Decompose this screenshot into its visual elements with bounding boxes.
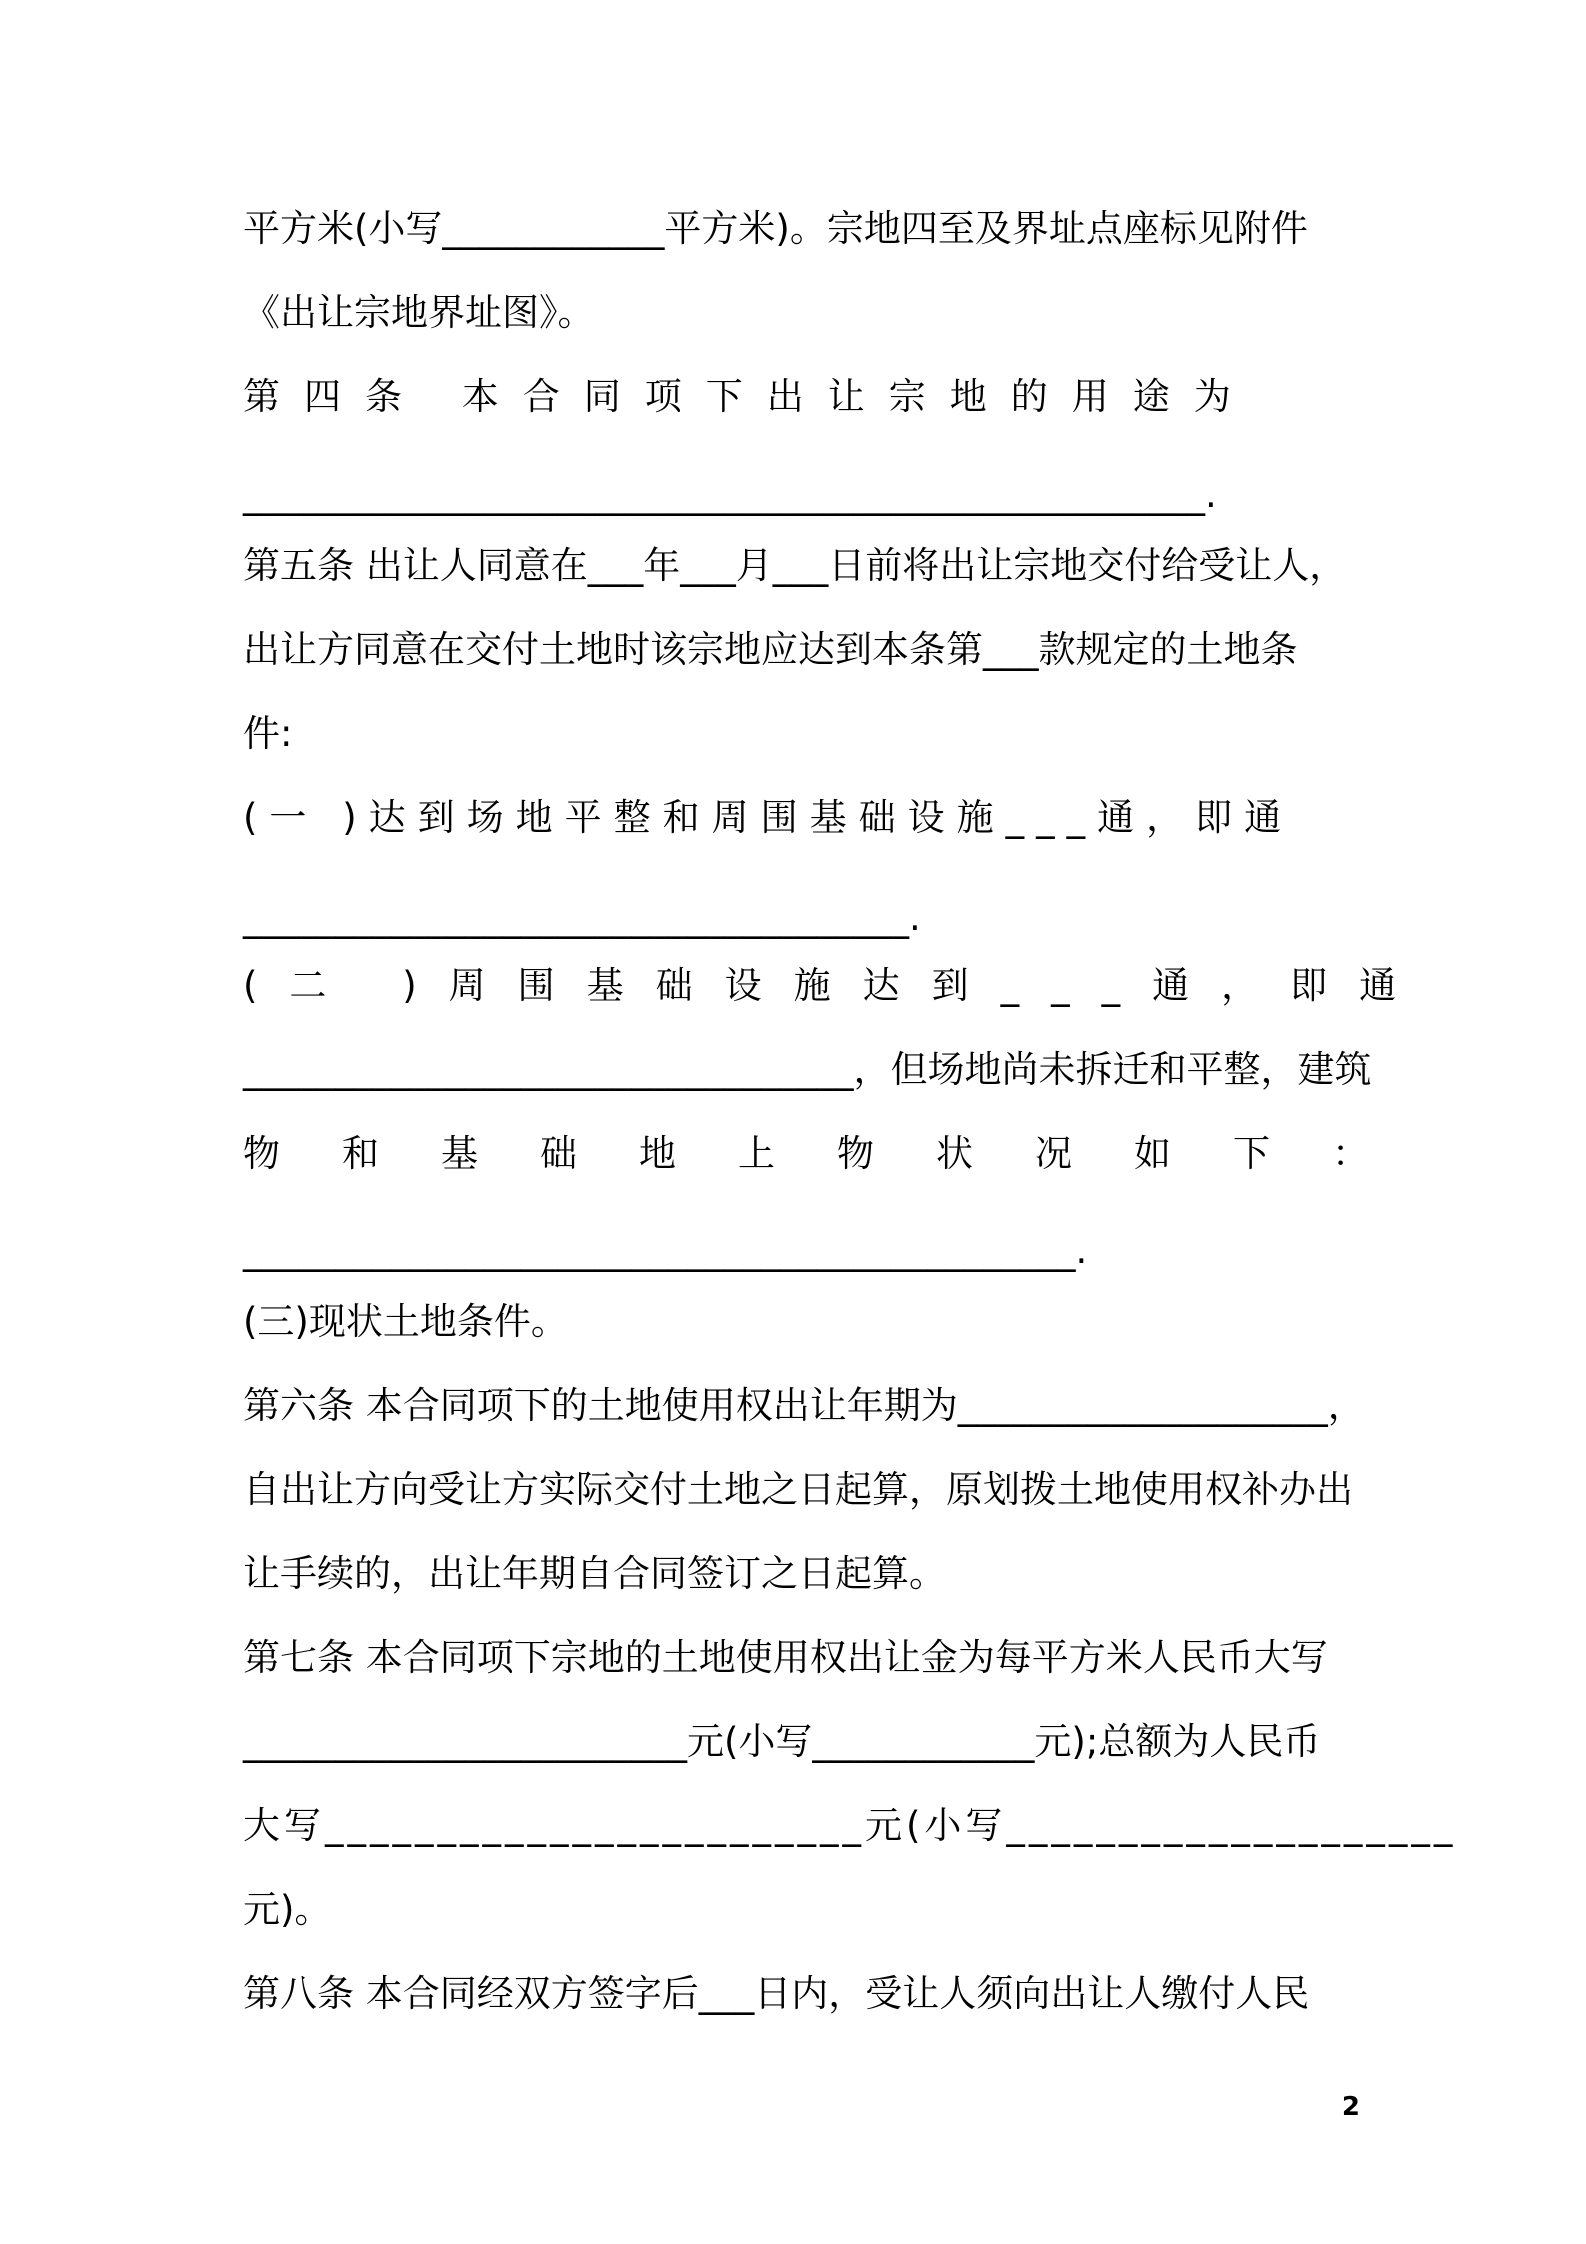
article-5-line: 第五条 出让人同意在___年___月___日前将出让宗地交付给受让人， xyxy=(243,544,1347,587)
clause-1-line: (一 )达到场地平整和周围基础设施___通，即通 xyxy=(243,796,1294,839)
page-number: 2 xyxy=(1341,2092,1360,2122)
article-8-line: 第八条 本合同经双方签字后___日内，受让人须向出让人缴付人民 xyxy=(243,1972,1310,2015)
text-line: 《出让宗地界址图》。 xyxy=(243,291,595,334)
blank-line: ____________________________________________________. xyxy=(243,473,1217,516)
text-line: 自出让方向受让方实际交付土地之日起算，原划拨土地使用权补办出 xyxy=(243,1468,1353,1511)
text-line: 让手续的，出让年期自合同签订之日起算。 xyxy=(243,1552,946,1595)
blank-line: ____________________________________. xyxy=(243,896,921,939)
text-line: 出让方同意在交付土地时该宗地应达到本条第___款规定的土地条 xyxy=(243,628,1298,671)
text-line: 元)。 xyxy=(243,1888,332,1931)
text-line: 物和基础地上物状况如下： xyxy=(243,1132,1431,1175)
article-6-line: 第六条 本合同项下的土地使用权出让年期为____________________， xyxy=(243,1384,1365,1427)
article-4-line: 第四条 本合同项下出让宗地的用途为 xyxy=(243,375,1255,418)
clause-2-line: (二 )周围基础设施达到___通，即通 xyxy=(243,964,1429,1007)
article-7-line: 第七条 本合同项下宗地的土地使用权出让金为每平方米人民币大写 xyxy=(243,1636,1328,1679)
clause-3-line: (三)现状土地条件。 xyxy=(243,1300,568,1343)
text-line: _________________________________，但场地尚未拆迁和平整，建筑 xyxy=(243,1048,1372,1091)
text-line: ________________________元(小写____________元);总额为人民币 xyxy=(243,1720,1321,1763)
text-line: 件: xyxy=(243,712,293,755)
text-line: 平方米(小写____________平方米)。宗地四至及界址点座标见附件 xyxy=(243,207,1308,250)
blank-line: _____________________________________________. xyxy=(243,1229,1088,1272)
text-line: 大写________________________元(小写____________________ xyxy=(243,1804,1457,1847)
